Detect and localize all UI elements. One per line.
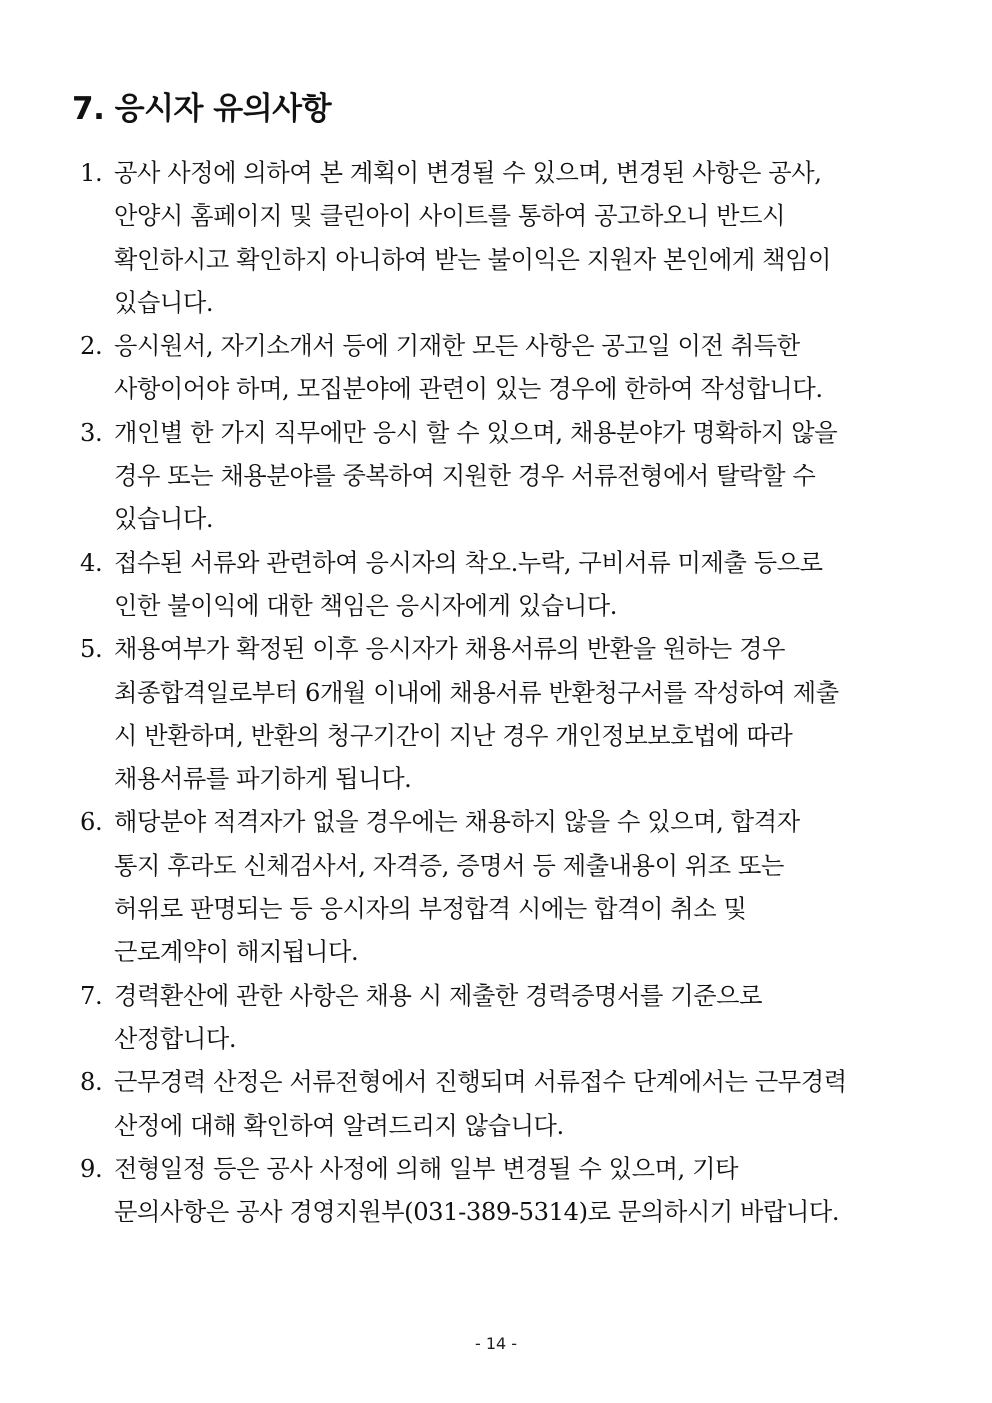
notice-item-8 [80, 1061, 910, 1148]
item-number: 8. [80, 1068, 103, 1097]
item-text: 전형일정 등은 공사 사정에 의해 일부 변경될 수 있으며, 기타 문의사항은 공사 경영지원부(031-389-5314)로 문의하시기 바랍니다. [114, 1154, 840, 1227]
item-text: 해당분야 적격자가 없을 경우에는 채용하지 않을 수 있으며, 합격자 통지 후라도 신체검사서, 자격증, 증명서 등 제출내용이 위조 또는 허위로 판명되는 등 응시자의 부정합격 시에는 합격이 취소 및 근로계약이 해지됩니다. [114, 808, 800, 967]
item-number: 5. [80, 635, 103, 664]
item-number: 4. [80, 548, 103, 577]
page-title: 7. 응시자 유의사항 [72, 91, 332, 127]
item-text: 접수된 서류와 관련하여 응시자의 착오.누락, 구비서류 미제출 등으로 인한 불이익에 대한 책임은 응시자에게 있습니다. [114, 548, 823, 620]
notice-item-9 [80, 1148, 910, 1235]
notice-item-3 [80, 412, 910, 542]
notice-item-2 [80, 325, 910, 412]
item-text: 근무경력 산정은 서류전형에서 진행되며 서류접수 단계에서는 근무경력 산정에 대해 확인하여 알려드리지 않습니다. [114, 1068, 847, 1140]
item-text: 개인별 한 가지 직무에만 응시 할 수 있으며, 채용분야가 명확하지 않을 경우 또는 채용분야를 중복하여 지원한 경우 서류전형에서 탈락할 수 있습니다. [114, 418, 838, 534]
item-text: 채용여부가 확정된 이후 응시자가 채용서류의 반환을 원하는 경우 최종합격일로부터 6개월 이내에 채용서류 반환청구서를 작성하여 제출 시 반환하며, 반환의 청구기간이 지난 경우 개인정보보호법에 따라 채용서류를 파기하게 됩니다. [114, 635, 839, 794]
notice-item-4 [80, 542, 910, 629]
notice-item-1 [80, 152, 910, 325]
item-number: 7. [80, 981, 103, 1010]
item-text: 공사 사정에 의하여 본 계획이 변경될 수 있으며, 변경된 사항은 공사, 안양시 홈페이지 및 클린아이 사이트를 통하여 공고하오니 반드시 확인하시고 확인하지 아니하여 받는 불이익은 지원자 본인에게 책임이 있습니다. [114, 159, 832, 317]
item-text: 응시원서, 자기소개서 등에 기재한 모든 사항은 공고일 이전 취득한 사항이어야 하며, 모집분야에 관련이 있는 경우에 한하여 작성합니다. [114, 332, 823, 404]
notice-item-6 [80, 801, 910, 974]
item-text: 경력환산에 관한 사항은 채용 시 제출한 경력증명서를 기준으로 산정합니다. [114, 981, 763, 1053]
item-number: 3. [80, 418, 103, 447]
item-number: 9. [80, 1154, 103, 1183]
item-number: 1. [80, 159, 103, 187]
notice-list [80, 152, 910, 1234]
notice-item-5 [80, 628, 910, 801]
item-number: 2. [80, 332, 103, 361]
notice-item-7 [80, 975, 910, 1062]
page-number: - 14 - [474, 1334, 518, 1353]
item-number: 6. [80, 808, 103, 837]
